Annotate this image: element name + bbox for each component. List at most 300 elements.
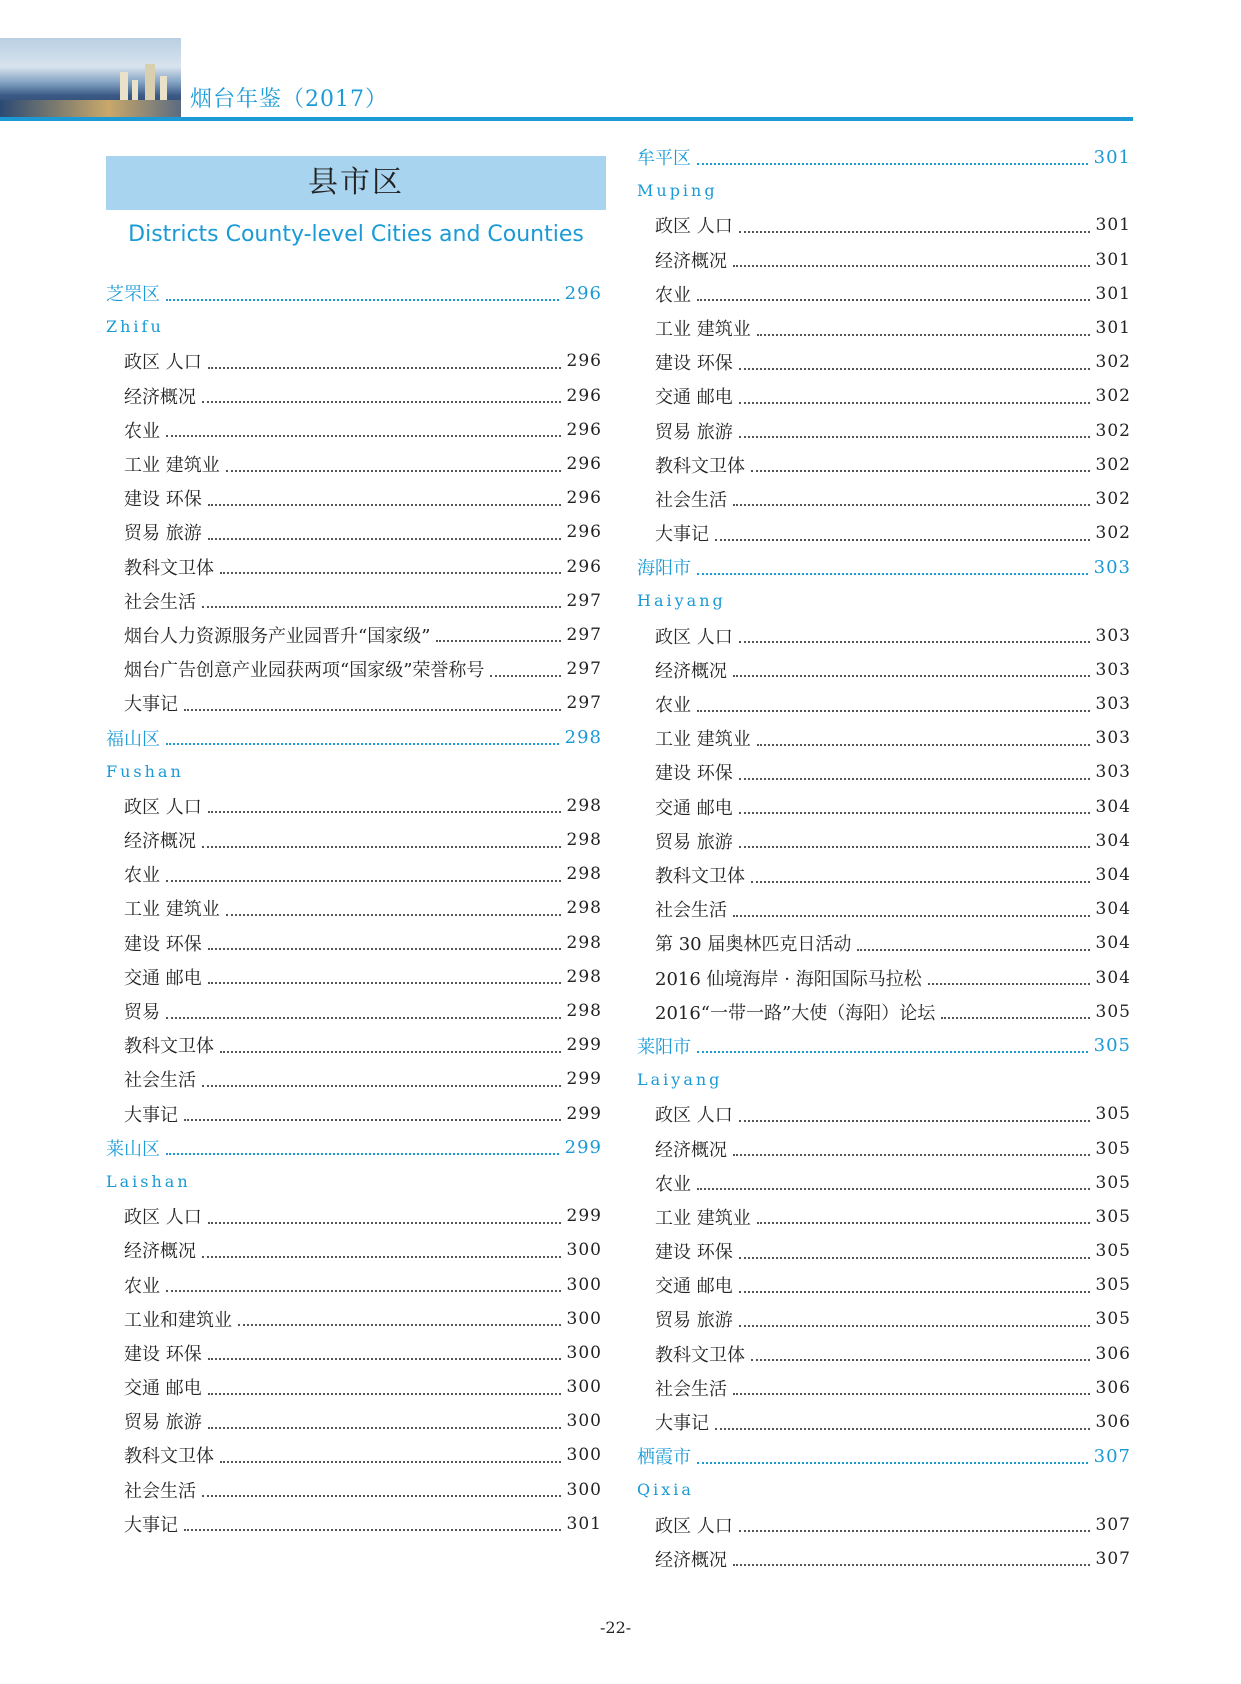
toc-entry-page: 298 [566,795,602,816]
toc-entry-page: 304 [1095,933,1131,954]
toc-entry[interactable] [637,1234,1131,1268]
toc-entry[interactable] [637,1405,1131,1439]
toc-entry[interactable] [106,618,602,652]
dot-leader [739,1324,1090,1327]
dot-leader [739,811,1090,814]
toc-entry-page: 300 [566,1411,602,1432]
toc-entry-label: 经济概况 [124,1241,196,1263]
toc-entry-label: 牟平区 [637,148,691,170]
toc-entry-label: 福山区 [106,728,160,750]
dot-leader [208,1392,561,1395]
toc-entry[interactable] [637,345,1131,379]
toc-entry[interactable] [637,277,1131,311]
toc-entry-label: 交通 邮电 [655,797,733,819]
dot-leader [715,1427,1090,1430]
toc-entry-label: 社会生活 [655,1378,727,1400]
toc-entry-page: 305 [1095,1206,1131,1227]
dot-leader [757,1221,1090,1224]
dot-leader [733,674,1090,677]
dot-leader [220,1460,561,1463]
dot-leader [697,298,1090,301]
dot-leader [739,1290,1090,1293]
toc-entry-page: 302 [1095,488,1131,509]
toc-entry-label: 贸易 旅游 [655,831,733,853]
toc-entry-page: 298 [566,830,602,851]
toc-entry-page: 299 [566,1035,602,1056]
toc-entry[interactable] [637,516,1131,550]
dot-leader [733,503,1090,506]
toc-entry[interactable] [637,1097,1131,1131]
dot-leader [857,948,1089,951]
dot-leader [220,571,561,574]
dot-leader [490,674,560,677]
toc-entry-page: 296 [566,385,602,406]
toc-entry-page: 300 [566,1377,602,1398]
toc-entry-label: 贸易 旅游 [655,1310,733,1332]
toc-entry-page: 306 [1095,1377,1131,1398]
toc-entry[interactable] [106,686,602,720]
section-title-box [106,156,606,210]
toc-entry-label: 交通 邮电 [655,387,733,409]
header-rule [0,117,1133,121]
dot-leader [184,1528,561,1531]
toc-entry[interactable] [637,926,1131,960]
toc-entry-page: 302 [1095,420,1131,441]
toc-entry-page: 296 [566,419,602,440]
toc-entry[interactable] [637,1542,1131,1576]
toc-entry[interactable] [106,584,602,618]
dot-leader [208,1221,561,1224]
toc-entry-label: 政区 人口 [655,216,733,238]
page-number: -22- [600,1618,632,1637]
toc-section-entry[interactable] [637,140,1131,174]
toc-entry[interactable] [637,790,1131,824]
toc-entry-label: 教科文卫体 [655,455,745,477]
toc-entry-label: 农业 [655,1173,691,1195]
dot-leader [202,1255,561,1258]
toc-entry[interactable] [637,1268,1131,1302]
dot-leader [202,400,561,403]
dot-leader [733,1392,1090,1395]
toc-entry-label: 建设 环保 [655,1242,733,1264]
toc-entry[interactable] [637,414,1131,448]
dot-leader [739,1119,1090,1122]
dot-leader [226,469,561,472]
toc-entry-label: 大事记 [655,1413,709,1435]
toc-entry-page: 305 [1095,1241,1131,1262]
dot-leader [757,333,1090,336]
toc-entry[interactable] [637,824,1131,858]
toc-entry[interactable] [106,857,602,891]
toc-entry-page: 306 [1095,1412,1131,1433]
toc-entry-label: 第 30 届奥林匹克日活动 [655,934,852,956]
toc-entry[interactable] [637,208,1131,242]
dot-leader [202,605,561,608]
dot-leader [739,845,1090,848]
toc-entry-page: 305 [1095,1138,1131,1159]
toc-entry[interactable] [106,1507,602,1541]
toc-entry-label: 莱山区 [106,1138,160,1160]
toc-entry[interactable] [106,823,602,857]
toc-entry[interactable] [637,1337,1131,1371]
toc-entry-label: 贸易 旅游 [655,421,733,443]
toc-entry-page: 301 [1095,249,1131,270]
toc-entry-label: 建设 环保 [124,933,202,955]
dot-leader [739,401,1090,404]
toc-entry-label: 栖霞市 [637,1447,691,1469]
dot-leader [208,981,561,984]
toc-entry[interactable] [637,653,1131,687]
dot-leader [739,1529,1090,1532]
toc-entry-label: 芝罘区 [106,284,160,306]
toc-entry-page: 296 [564,282,602,304]
toc-entry-page: 299 [566,1069,602,1090]
toc-entry[interactable] [106,447,602,481]
toc-entry[interactable] [106,960,602,994]
toc-entry-page: 298 [566,932,602,953]
dot-leader [166,1016,561,1019]
toc-entry-page: 297 [566,693,602,714]
toc-entry[interactable] [106,891,602,925]
toc-entry-label: 工业 建筑业 [655,319,751,341]
toc-pinyin: Muping [637,181,718,201]
toc-entry-page: 305 [1093,1035,1131,1057]
toc-entry-label: 经济概况 [124,386,196,408]
toc-entry-label: 工业和建筑业 [124,1309,232,1331]
toc-entry-page: 302 [1095,386,1131,407]
toc-entry[interactable] [637,1166,1131,1200]
toc-entry-page: 305 [1095,1104,1131,1125]
toc-entry[interactable] [106,1062,602,1096]
toc-entry[interactable] [637,1131,1131,1165]
running-title: 烟台年鉴（2017） [190,87,388,112]
toc-entry-page: 296 [566,522,602,543]
toc-entry-page: 301 [1093,146,1131,168]
section-subtitle: Districts County-level Cities and Counties [128,222,584,247]
toc-entry-label: 经济概况 [655,250,727,272]
toc-entry-page: 305 [1095,1275,1131,1296]
toc-entry-label: 建设 环保 [655,763,733,785]
toc-entry-label: 社会生活 [655,900,727,922]
toc-entry-label: 建设 环保 [124,1343,202,1365]
toc-entry-page: 299 [566,1103,602,1124]
toc-entry-label: 交通 邮电 [124,967,202,989]
dot-leader [739,1256,1090,1259]
dot-leader [208,810,561,813]
dot-leader [202,845,561,848]
toc-pinyin: Zhifu [106,317,164,337]
toc-entry[interactable] [637,961,1131,995]
toc-entry-label: 社会生活 [655,489,727,511]
toc-entry[interactable] [106,1302,602,1336]
dot-leader [166,298,559,301]
toc-entry-page: 300 [566,1445,602,1466]
toc-entry-page: 296 [566,351,602,372]
toc-entry[interactable] [106,1267,602,1301]
toc-entry-label: 贸易 [124,1002,160,1024]
header-city-photo [0,38,181,120]
toc-section-entry[interactable] [637,550,1131,584]
toc-entry[interactable] [106,1097,602,1131]
dot-leader [697,162,1088,165]
toc-entry-label: 政区 人口 [655,1515,733,1537]
dot-leader [739,640,1090,643]
toc-entry-page: 300 [566,1342,602,1363]
toc-entry[interactable] [637,482,1131,516]
dot-leader [166,879,561,882]
dot-leader [220,1050,561,1053]
toc-entry-label: 交通 邮电 [655,1276,733,1298]
toc-entry-page: 303 [1095,728,1131,749]
toc-entry-label: 社会生活 [124,1480,196,1502]
toc-entry[interactable] [106,926,602,960]
toc-entry-label: 莱阳市 [637,1036,691,1058]
dot-leader [751,880,1090,883]
toc-entry-label: 贸易 旅游 [124,1412,202,1434]
toc-entry-page: 302 [1095,352,1131,373]
toc-entry-label: 贸易 旅游 [124,523,202,545]
toc-entry-page: 305 [1095,1172,1131,1193]
toc-entry-label: 工业 建筑业 [655,729,751,751]
toc-entry-page: 304 [1095,865,1131,886]
dot-leader [733,1563,1090,1566]
toc-entry[interactable] [637,1200,1131,1234]
toc-entry-label: 农业 [655,284,691,306]
dot-leader [697,1050,1088,1053]
dot-leader [166,1152,559,1155]
toc-entry[interactable] [637,755,1131,789]
toc-entry-label: 烟台人力资源服务产业园晋升“国家级” [124,625,431,647]
toc-entry-page: 303 [1093,556,1131,578]
dot-leader [208,537,561,540]
toc-entry[interactable] [106,379,602,413]
toc-entry-label: 经济概况 [655,660,727,682]
toc-entry-page: 300 [566,1308,602,1329]
toc-entry-page: 297 [566,590,602,611]
toc-entry-page: 297 [566,624,602,645]
toc-entry-page: 304 [1095,796,1131,817]
toc-entry[interactable] [106,413,602,447]
toc-entry-label: 农业 [655,695,691,717]
toc-entry-label: 工业 建筑业 [124,455,220,477]
dot-leader [202,1084,561,1087]
toc-entry[interactable] [637,892,1131,926]
dot-leader [697,1461,1088,1464]
toc-entry-label: 社会生活 [124,591,196,613]
toc-entry[interactable] [637,448,1131,482]
toc-entry-page: 300 [566,1274,602,1295]
toc-entry-label: 经济概况 [124,831,196,853]
section-title: 县市区 [308,165,404,200]
toc-left-column [106,276,602,1541]
toc-entry-page: 298 [564,727,602,749]
toc-entry-page: 298 [566,864,602,885]
toc-entry-page: 303 [1095,659,1131,680]
toc-entry-page: 307 [1093,1445,1131,1467]
toc-entry[interactable] [637,619,1131,653]
toc-entry[interactable] [106,1473,602,1507]
dot-leader [739,777,1090,780]
dot-leader [166,1289,561,1292]
dot-leader [697,709,1090,712]
toc-entry-label: 大事记 [124,1104,178,1126]
toc-entry[interactable] [637,995,1131,1029]
toc-entry-label: 政区 人口 [124,796,202,818]
toc-entry[interactable] [106,515,602,549]
toc-entry[interactable] [637,687,1131,721]
toc-entry-page: 305 [1095,1309,1131,1330]
toc-entry-page: 300 [566,1240,602,1261]
toc-right-column [637,140,1131,1576]
dot-leader [715,538,1090,541]
dot-leader [757,743,1090,746]
toc-entry-label: 教科文卫体 [124,1446,214,1468]
toc-entry-page: 305 [1095,1001,1131,1022]
toc-entry-page: 301 [566,1513,602,1534]
dot-leader [941,1016,1089,1019]
toc-entry-page: 303 [1095,694,1131,715]
toc-entry-page: 300 [566,1479,602,1500]
dot-leader [697,572,1088,575]
dot-leader [226,913,561,916]
toc-entry-label: 农业 [124,1275,160,1297]
toc-entry[interactable] [637,1302,1131,1336]
toc-entry-page: 298 [566,1001,602,1022]
toc-entry[interactable] [637,721,1131,755]
toc-entry-page: 296 [566,556,602,577]
dot-leader [208,947,561,950]
toc-entry-label: 政区 人口 [124,352,202,374]
toc-pinyin: Laiyang [637,1070,723,1090]
toc-entry-label: 大事记 [124,694,178,716]
toc-entry-page: 301 [1095,215,1131,236]
toc-entry-page: 306 [1095,1343,1131,1364]
toc-entry[interactable] [637,1371,1131,1405]
toc-entry-page: 304 [1095,830,1131,851]
toc-section-entry[interactable] [106,1131,602,1165]
dot-leader [208,503,561,506]
toc-entry-label: 政区 人口 [124,1207,202,1229]
toc-entry-label: 经济概况 [655,1549,727,1571]
toc-entry[interactable] [106,994,602,1028]
toc-entry-label: 教科文卫体 [655,866,745,888]
toc-entry-page: 303 [1095,762,1131,783]
dot-leader [739,435,1090,438]
toc-pinyin: Qixia [637,1480,694,1500]
toc-pinyin: Laishan [106,1171,191,1191]
toc-section-entry[interactable] [106,720,602,754]
toc-entry[interactable] [637,379,1131,413]
toc-entry-label: 社会生活 [124,1070,196,1092]
toc-section-entry[interactable] [106,276,602,310]
toc-entry-label: 建设 环保 [124,489,202,511]
toc-entry-page: 302 [1095,454,1131,475]
dot-leader [733,264,1090,267]
toc-entry-label: 交通 邮电 [124,1378,202,1400]
dot-leader [166,434,561,437]
toc-entry-label: 建设 环保 [655,353,733,375]
dot-leader [739,230,1090,233]
toc-entry[interactable] [106,1199,602,1233]
dot-leader [733,914,1090,917]
toc-entry[interactable] [106,1233,602,1267]
toc-entry-label: 政区 人口 [655,1105,733,1127]
dot-leader [208,1426,561,1429]
toc-entry-label: 2016 仙境海岸 · 海阳国际马拉松 [655,968,922,990]
toc-entry-page: 299 [566,1206,602,1227]
toc-entry-page: 301 [1095,283,1131,304]
dot-leader [208,1357,561,1360]
dot-leader [733,1153,1090,1156]
toc-entry-label: 教科文卫体 [124,1036,214,1058]
toc-entry[interactable] [106,1370,602,1404]
dot-leader [184,1118,561,1121]
toc-entry[interactable] [106,789,602,823]
toc-entry[interactable] [637,858,1131,892]
toc-entry-page: 296 [566,454,602,475]
toc-entry-page: 297 [566,659,602,680]
toc-entry-label: 2016“一带一路”大使（海阳）论坛 [655,1002,936,1024]
dot-leader [697,1187,1090,1190]
toc-entry[interactable] [106,550,602,584]
toc-entry-page: 296 [566,488,602,509]
toc-entry-label: 经济概况 [655,1139,727,1161]
toc-pinyin: Haiyang [637,591,726,611]
toc-entry[interactable] [106,344,602,378]
dot-leader [202,1494,561,1497]
toc-entry-page: 299 [564,1137,602,1159]
toc-entry-label: 工业 建筑业 [124,899,220,921]
toc-section-entry[interactable] [637,1029,1131,1063]
dot-leader [928,982,1090,985]
toc-entry-page: 303 [1095,625,1131,646]
toc-entry-page: 307 [1095,1514,1131,1535]
toc-entry-label: 教科文卫体 [124,557,214,579]
toc-entry-page: 302 [1095,523,1131,544]
dot-leader [436,639,560,642]
toc-entry[interactable] [637,243,1131,277]
dot-leader [238,1323,561,1326]
toc-entry-label: 政区 人口 [655,626,733,648]
dot-leader [751,469,1090,472]
toc-entry-label: 海阳市 [637,558,691,580]
toc-entry[interactable] [106,481,602,515]
toc-entry[interactable] [106,1438,602,1472]
toc-entry[interactable] [106,652,602,686]
toc-entry-label: 农业 [124,865,160,887]
toc-entry-page: 304 [1095,967,1131,988]
toc-entry[interactable] [106,1028,602,1062]
toc-entry[interactable] [637,1508,1131,1542]
toc-entry-page: 298 [566,966,602,987]
toc-entry-label: 大事记 [655,524,709,546]
toc-entry[interactable] [106,1404,602,1438]
toc-section-entry[interactable] [637,1439,1131,1473]
toc-entry-page: 307 [1095,1548,1131,1569]
toc-pinyin: Fushan [106,761,184,781]
toc-entry-label: 大事记 [124,1514,178,1536]
toc-entry-page: 304 [1095,899,1131,920]
dot-leader [166,742,559,745]
toc-entry[interactable] [637,311,1131,345]
toc-entry-label: 教科文卫体 [655,1344,745,1366]
toc-entry-page: 301 [1095,318,1131,339]
dot-leader [184,708,561,711]
dot-leader [739,367,1090,370]
dot-leader [751,1358,1090,1361]
dot-leader [208,366,561,369]
toc-entry[interactable] [106,1336,602,1370]
